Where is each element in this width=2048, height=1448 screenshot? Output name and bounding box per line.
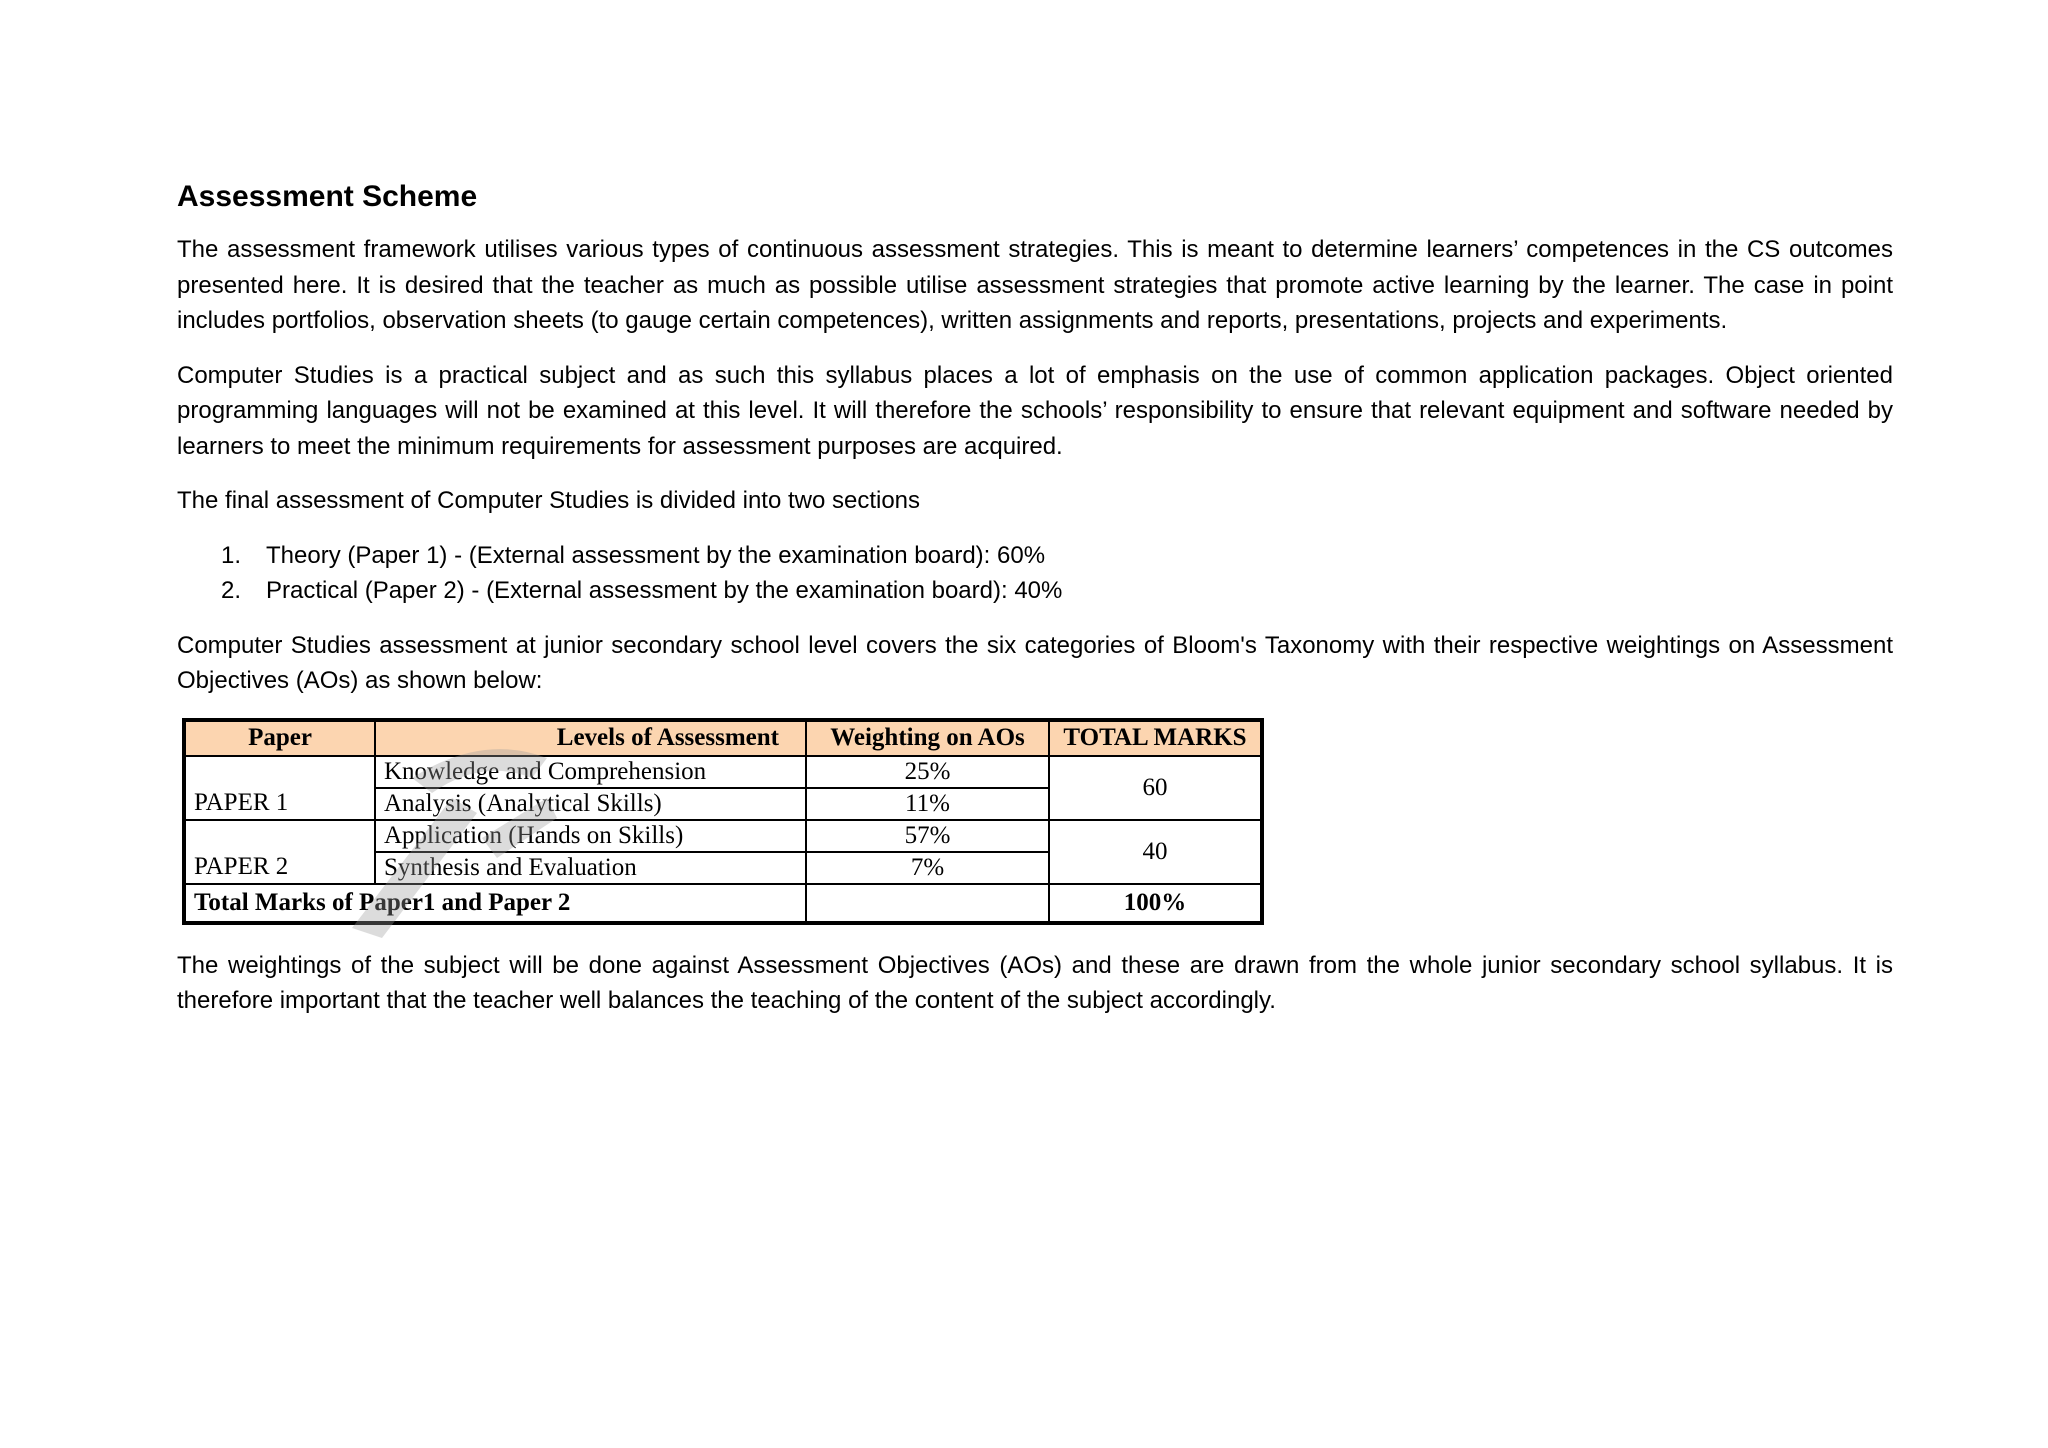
assessment-sections-list	[177, 538, 1893, 609]
level-cell: Knowledge and Comprehension	[375, 756, 806, 788]
paragraph-final-assessment-intro: The final assessment of Computer Studies is divided into two sections	[177, 487, 921, 514]
paragraph-assessment-framework: The assessment framework utilises various types of continuous assessment strategies. This is meant to determine learners’ competences in the CS outcomes presented here. It is desired that the teacher as much as possible utilise assessment strategies that promote active learning by the learner. The case in point includes portfolios, observation sheets (to gauge certain competences), written assignments and reports, presentations, projects and experiments.	[177, 236, 1893, 334]
section-heading: Assessment Scheme	[177, 180, 478, 213]
weight-cell: 11%	[806, 788, 1049, 820]
header-total-marks: TOTAL MARKS	[1049, 720, 1262, 756]
table-total-row	[184, 884, 1262, 923]
total-marks-label: Total Marks of Paper1 and Paper 2	[184, 884, 806, 923]
list-item-number: 1.	[221, 541, 242, 569]
weight-cell: 57%	[806, 820, 1049, 852]
list-item	[177, 573, 1893, 609]
header-levels: Levels of Assessment	[375, 720, 806, 756]
header-paper: Paper	[184, 720, 375, 756]
level-cell: Analysis (Analytical Skills)	[375, 788, 806, 820]
weight-cell: 7%	[806, 852, 1049, 884]
paper-1-label: PAPER 1	[184, 756, 375, 820]
assessment-objectives-table	[182, 718, 1264, 925]
total-weight-cell	[806, 884, 1049, 923]
list-item-number: 2.	[221, 577, 242, 604]
table-row	[184, 756, 1262, 788]
paper-2-label: PAPER 2	[184, 820, 375, 884]
assessment-table-figure	[182, 718, 1264, 925]
list-item-text: Practical (Paper 2) - (External assessment by the examination board): 40%	[266, 577, 1063, 604]
table-header-row	[184, 720, 1262, 756]
paragraph-blooms-taxonomy: Computer Studies assessment at junior secondary school level covers the six categories of Bloom's Taxonomy with their respective weightings on Assessment Objectives (AOs) as shown below:	[177, 631, 1893, 694]
paragraph-practical-subject: Computer Studies is a practical subject and as such this syllabus places a lot of emphasis on the use of common application packages. Object oriented programming languages will not be examined at this level. It will therefore the schools’ responsibility to ensure that relevant equipment and software needed by learners to meet the minimum requirements for assessment purposes are acquired.	[177, 361, 1893, 460]
list-item-text: Theory (Paper 1) - (External assessment by the examination board): 60%	[266, 541, 1046, 569]
header-weighting: Weighting on AOs	[806, 720, 1049, 756]
paper-1-total: 60	[1049, 756, 1262, 820]
level-cell: Synthesis and Evaluation	[375, 852, 806, 884]
document-page	[177, 178, 1893, 1038]
total-marks-value: 100%	[1049, 884, 1262, 923]
weight-cell: 25%	[806, 756, 1049, 788]
paragraph-weightings: The weightings of the subject will be done against Assessment Objectives (AOs) and these are drawn from the whole junior secondary school syllabus. It is therefore important that the teacher well balances the teaching of the content of the subject accordingly.	[177, 951, 1893, 1014]
list-item	[177, 538, 1893, 574]
table-row	[184, 820, 1262, 852]
paper-2-total: 40	[1049, 820, 1262, 884]
level-cell: Application (Hands on Skills)	[375, 820, 806, 852]
